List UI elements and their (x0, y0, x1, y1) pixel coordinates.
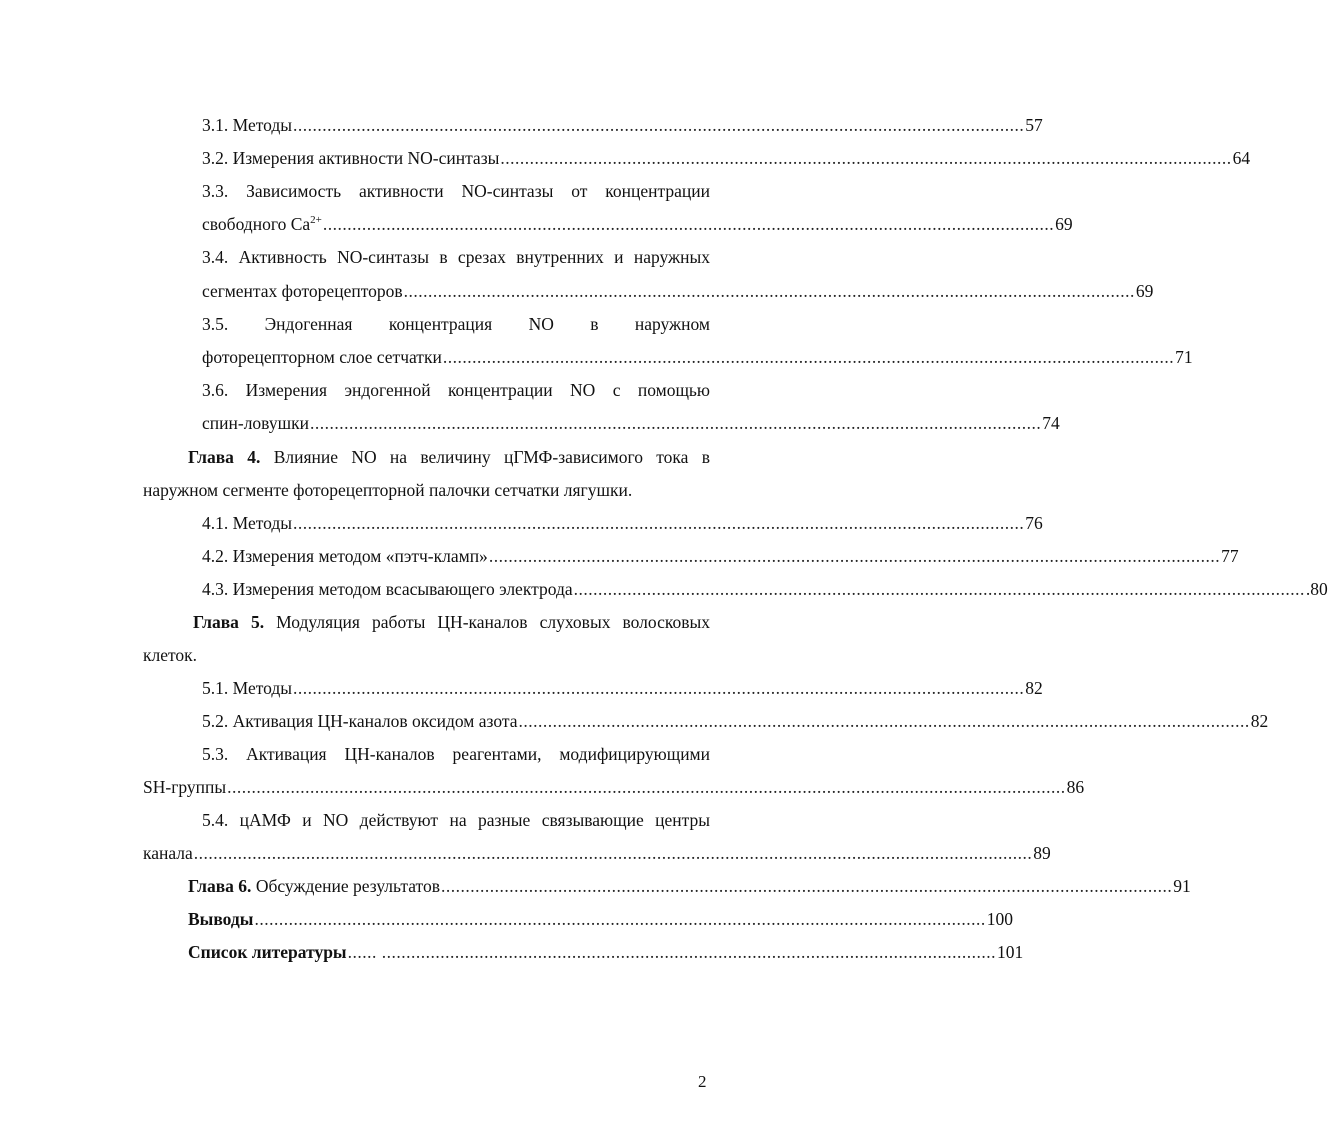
toc-page: 89 (1033, 843, 1051, 863)
toc-page: 82 (1250, 711, 1269, 731)
superscript: 2+ (310, 214, 322, 226)
toc-title: 3.1. Методы (202, 115, 293, 135)
toc-title: сегментах фоторецепторов (202, 281, 403, 301)
toc-entry-3-5-line2[interactable] (202, 346, 1193, 368)
toc-title: Глава 6. Обсуждение результатов (188, 876, 440, 896)
toc-page: 57 (1025, 115, 1043, 135)
page-number: 2 (698, 1072, 707, 1091)
toc-entry-4-2[interactable] (202, 545, 1239, 567)
toc-leader: ...................................................................................................................................................... (254, 909, 986, 929)
chapter-label: Глава 5. (193, 612, 265, 632)
toc-leader: ...................................................................................................................................................... (293, 678, 1025, 698)
chapter-title: Влияние NO на величину цГМФ-зависимого тока в (273, 447, 710, 467)
toc-title: 5.2. Активация ЦН-каналов оксидом азота (202, 711, 518, 731)
chapter-label: Глава 6. (188, 876, 252, 896)
toc-chapter-4-line2[interactable]: наружном сегменте фоторецепторной палочки сетчатки лягушки. (143, 480, 633, 500)
toc-entry-5-2[interactable] (202, 710, 1269, 732)
toc-page: .80 (1305, 579, 1328, 599)
toc-page: 64 (1232, 148, 1251, 168)
toc-entry-3-2[interactable] (202, 147, 1251, 169)
toc-chapter-5-line1[interactable] (193, 611, 710, 633)
toc-entry-5-4-line1[interactable]: 5.4. цАМФ и NO действуют на разные связывающие центры (202, 810, 710, 830)
chapter-label: Глава 4. (188, 447, 261, 467)
toc-leader: ...................................................................................................................................................... (309, 413, 1042, 433)
toc-entry-3-4-line2[interactable] (202, 280, 1154, 302)
toc-title: 4.1. Методы (202, 513, 293, 533)
toc-page: 100 (986, 909, 1013, 929)
toc-title: 4.3. Измерения методом всасывающего электрода (202, 579, 573, 599)
toc-title: 4.2. Измерения методом «пэтч-кламп» (202, 546, 488, 566)
toc-title: Выводы (188, 909, 254, 929)
toc-leader: ...................................................................................................................................................... (500, 148, 1232, 168)
chapter-title: Модуляция работы ЦН-каналов слуховых волосковых (276, 612, 710, 632)
toc-leader: ...................................................................................................................................................... (488, 546, 1221, 566)
toc-page: 69 (1135, 281, 1154, 301)
toc-page: 69 (1055, 214, 1073, 234)
toc-leader: ...... .............................................................................................................................. (347, 942, 996, 962)
toc-entry-4-1[interactable] (202, 512, 1043, 534)
toc-entry-3-4-line1[interactable]: 3.4. Активность NO-синтазы в срезах внутренних и наружных (202, 247, 710, 267)
toc-entry-3-3-line2[interactable] (202, 213, 1073, 235)
toc-title: канала (143, 843, 193, 863)
toc-page: 74 (1042, 413, 1060, 433)
toc-leader: ...................................................................................................................................................... (322, 214, 1055, 234)
toc-leader: ...................................................................................................................................................... (293, 513, 1025, 533)
toc-chapter-5-line2[interactable]: клеток. (143, 645, 198, 665)
toc-entry-3-6-line1[interactable]: 3.6. Измерения эндогенной концентрации NO с помощью (202, 380, 710, 400)
toc-entry-5-4-line2[interactable] (143, 842, 1051, 864)
toc-title: SH-группы (143, 777, 227, 797)
toc-references[interactable] (188, 941, 1024, 963)
toc-entry-4-3[interactable] (202, 578, 1328, 600)
toc-title: спин-ловушки (202, 413, 309, 433)
toc-entry-5-3-line2[interactable] (143, 776, 1085, 798)
toc-entry-5-3-line1[interactable]: 5.3. Активация ЦН-каналов реагентами, модифицирующими (202, 744, 710, 764)
toc-leader: ...................................................................................................................................................... (518, 711, 1250, 731)
toc-page: 82 (1025, 678, 1043, 698)
toc-leader: ............................................................................................................................................................................ (193, 843, 1033, 863)
toc-page: 91 (1173, 876, 1191, 896)
toc-page: 77 (1221, 546, 1239, 566)
toc-page: 86 (1066, 777, 1085, 797)
toc-leader: ...................................................................................................................................................... (440, 876, 1173, 896)
toc-title: 3.2. Измерения активности NO-синтазы (202, 148, 500, 168)
toc-title: фоторецепторном слое сетчатки (202, 347, 442, 367)
toc-leader: ...................................................................................................................................................... (573, 579, 1305, 599)
toc-chapter-4-line1[interactable] (188, 446, 710, 468)
toc-entry-3-3-line1[interactable]: 3.3. Зависимость активности NO-синтазы от концентрации (202, 181, 710, 201)
toc-chapter-6[interactable] (188, 875, 1191, 897)
toc-leader: ...................................................................................................................................................... (293, 115, 1025, 135)
toc-entry-3-1[interactable] (202, 114, 1043, 136)
toc-entry-5-1[interactable] (202, 677, 1043, 699)
toc-leader: ...................................................................................................................................................... (403, 281, 1135, 301)
toc-conclusions[interactable] (188, 908, 1013, 930)
toc-title: 5.1. Методы (202, 678, 293, 698)
toc-entry-3-5-line1[interactable]: 3.5. Эндогенная концентрация NO в наружном (202, 314, 710, 334)
toc-page: 76 (1025, 513, 1043, 533)
toc-entry-3-6-line2[interactable] (202, 412, 1060, 434)
toc-leader: ...................................................................................................................................................... (442, 347, 1175, 367)
toc-leader: ............................................................................................................................................................................ (227, 777, 1066, 797)
toc-title: свободного $Ca^{2+}$ (202, 214, 322, 234)
toc-page: 71 (1175, 347, 1193, 367)
toc-page: 101 (996, 942, 1024, 962)
toc-title: Список литературы (188, 942, 347, 962)
